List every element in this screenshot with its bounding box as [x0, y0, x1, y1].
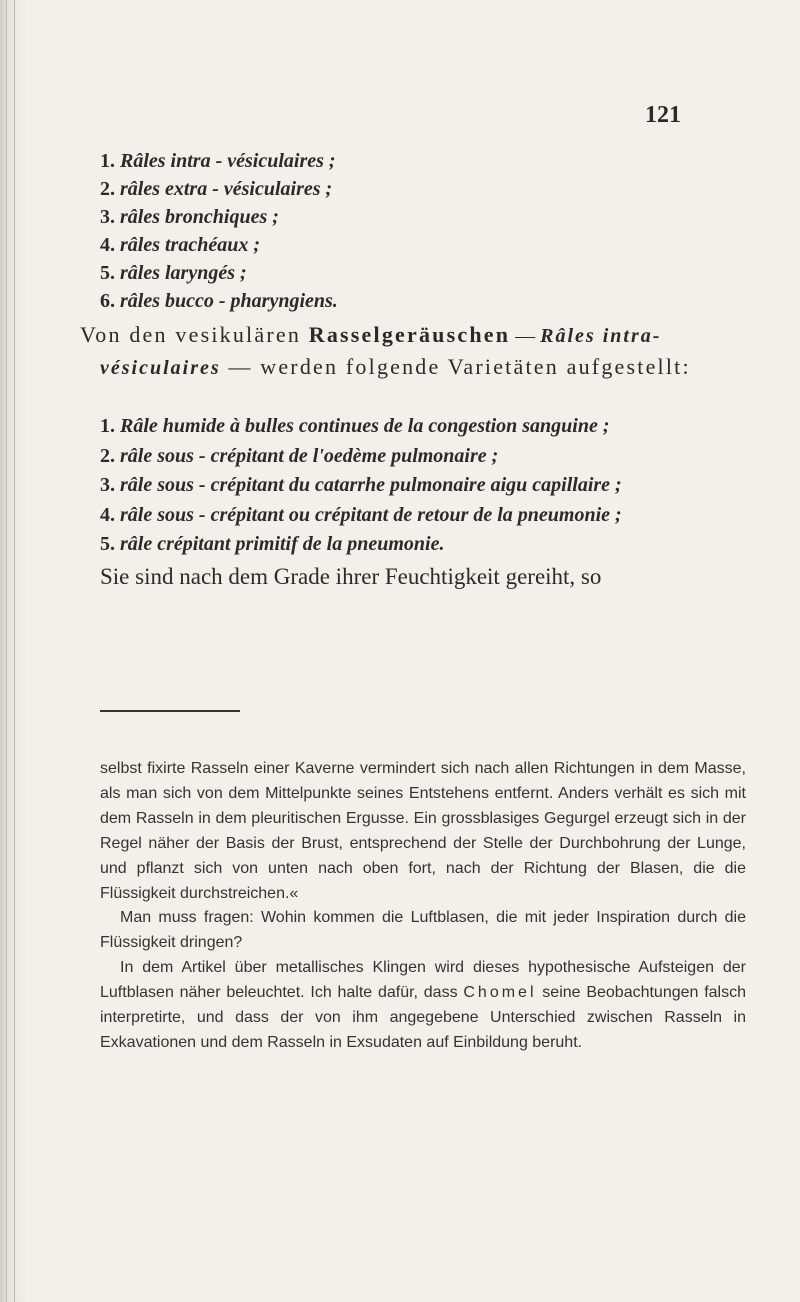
- footnote-paragraph: Man muss fragen: Wohin kommen die Luftblasen, die mit jeder Inspiration durch die Flüssigkeit dringen?: [100, 909, 746, 952]
- list-item: 2. râle sous - crépitant de l'oedème pulmonaire ;: [100, 444, 499, 467]
- list-item: 5. râle crépitant primitif de la pneumonie.: [100, 533, 445, 555]
- list-item: 5. râles laryngés ;: [100, 262, 247, 284]
- binding-line: [14, 0, 15, 1302]
- closing-line: Sie sind nach dem Grade ihrer Feuchtigkeit gereiht, so: [100, 563, 602, 589]
- page-number: 121: [645, 102, 681, 128]
- list-item: 3. râles bronchiques ;: [100, 206, 279, 228]
- footnote-paragraph: In dem Artikel über metallisches Klingen wird dieses hypothesische Aufsteigen der Luftblasen näher beleuchtet. Ich halte dafür, dass Chomel seine Beobachtungen falsch interpretirte, und dass der von ihm angegebene Unterschied zwischen Rasseln in Exkavationen und dem Rasseln in Exsudaten auf Einbildung beruht.: [100, 959, 747, 1051]
- list-rales-classes: [100, 150, 745, 318]
- author-name: Chomel: [463, 984, 537, 1002]
- footnote-divider: [100, 710, 240, 712]
- list-item: 6. râles bucco - pharyngiens.: [100, 290, 338, 312]
- list-item: 2. râles extra - vésiculaires ;: [100, 178, 333, 200]
- page-binding-edge: [0, 0, 28, 1302]
- intro-paragraph: Von den vesikulären Rasselgeräuschen — Râles intra-vésiculaires — werden folgende Varietäten aufgestellt:: [80, 322, 691, 379]
- list-item: 4. râles trachéaux ;: [100, 234, 260, 256]
- list-vesicular-varieties: [100, 412, 745, 591]
- footnote-paragraph: selbst fixirte Rasseln einer Kaverne vermindert sich nach allen Richtungen in dem Masse, als man sich von dem Mittelpunkte seines Entstehens entfernt. Anders verhält es sich mit dem Rasseln in dem pleuritischen Ergusse. Ein grossblasiges Gegurgel erzeugt sich in der Regel näher der Basis der Brust, entsprechend der Stelle der Durchbohrung der Lunge, und pflanzt sich von unten nach oben fort, nach der Richtung der Blasen, die die Flüssigkeit durchstreichen.«: [100, 760, 746, 902]
- footnote: [100, 757, 746, 1056]
- list-item: 1. Râles intra - vésiculaires ;: [100, 150, 336, 172]
- list-item: 3. râle sous - crépitant du catarrhe pulmonaire aigu capillaire ;: [100, 474, 622, 496]
- list-item: 4. râle sous - crépitant ou crépitant de retour de la pneumonie ;: [100, 503, 622, 526]
- binding-line: [6, 0, 7, 1302]
- list-item: 1. Râle humide à bulles continues de la congestion sanguine ;: [100, 415, 610, 437]
